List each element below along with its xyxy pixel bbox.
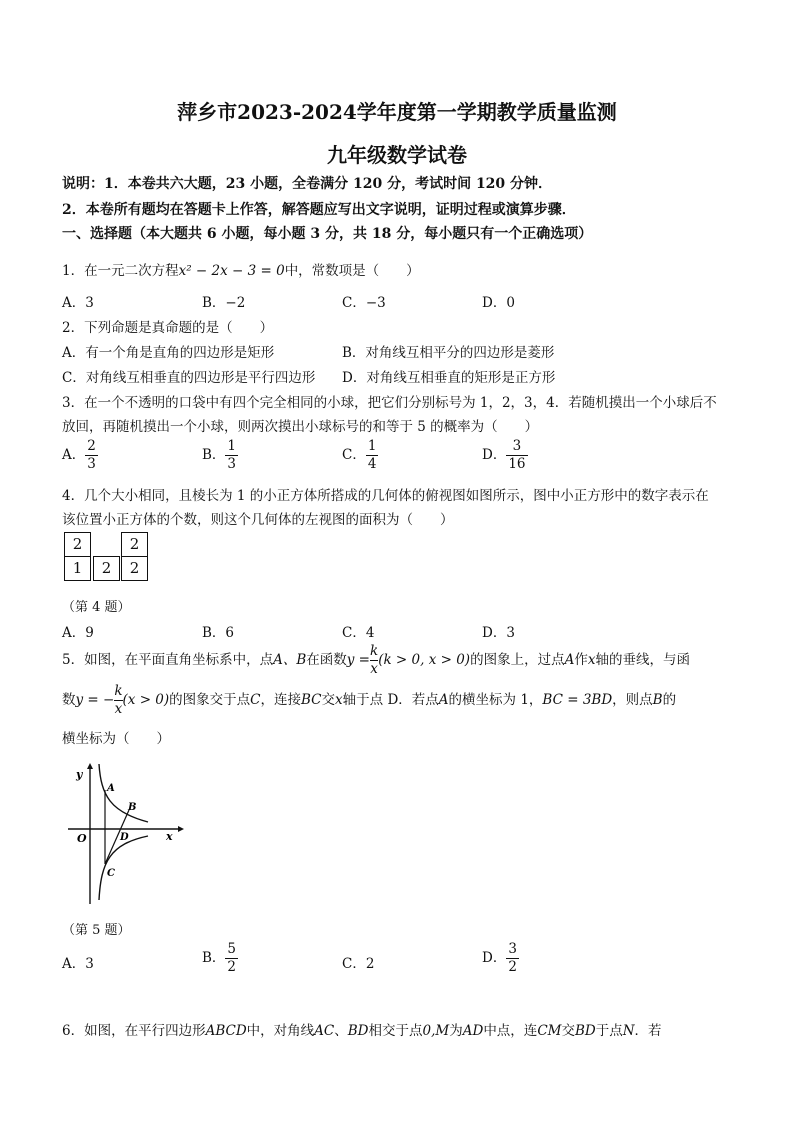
label-c: C bbox=[107, 868, 115, 879]
q5-func1-lhs: y = bbox=[346, 652, 370, 668]
q5-l1-h: 轴的垂线，与函 bbox=[595, 652, 690, 668]
q6-p: N bbox=[622, 1023, 635, 1039]
q5-l2-b: 的图象交于点 bbox=[169, 692, 251, 708]
q6-b: ABCD bbox=[205, 1023, 247, 1039]
label-x: x bbox=[166, 830, 173, 843]
q3-option-d-label: D． bbox=[482, 447, 507, 463]
q6-h: 0,M bbox=[422, 1023, 450, 1039]
q5-option-b-den: 2 bbox=[227, 959, 237, 975]
q3-option-b-label: B． bbox=[202, 447, 226, 463]
q5-l1-e: A bbox=[564, 652, 575, 668]
q6-j: AD bbox=[462, 1023, 484, 1039]
figure-4-caption: （第 4 题） bbox=[62, 600, 131, 615]
grid-cell-r2c2: 2 bbox=[93, 556, 120, 581]
q5-option-d bbox=[482, 941, 519, 976]
q5-option-b-num: 5 bbox=[227, 941, 237, 957]
q5-l2-i: A bbox=[438, 692, 449, 708]
q1-text-before: 1．在一元二次方程 bbox=[62, 263, 179, 279]
q5-func1-num: k bbox=[370, 643, 379, 659]
q5-option-d-label: D． bbox=[482, 950, 507, 966]
q5-l2-c: C bbox=[250, 692, 261, 708]
label-o: O bbox=[77, 832, 87, 845]
q5-l1-g: x bbox=[587, 652, 596, 668]
label-y: y bbox=[76, 768, 83, 781]
figure-5-graph bbox=[60, 760, 185, 908]
q6-n: BD bbox=[574, 1023, 596, 1039]
q6-l: CM bbox=[537, 1023, 562, 1039]
q2-option-d: D．对角线互相垂直的矩形是正方形 bbox=[342, 370, 556, 386]
q5-func1-cond: (k > 0, x > 0) bbox=[378, 652, 471, 668]
q5-option-a: A．3 bbox=[62, 956, 94, 972]
q6-g: 相交于点 bbox=[368, 1023, 423, 1039]
x-axis-arrow bbox=[178, 826, 184, 832]
q6-e: 、 bbox=[334, 1023, 348, 1039]
q6-c: 中，对角线 bbox=[246, 1023, 315, 1039]
q5-l2-n: 的 bbox=[662, 692, 677, 708]
q5-l2-a: 数 bbox=[62, 692, 76, 708]
q3-option-c-den: 4 bbox=[367, 456, 377, 472]
q5-l1-c: 在函数 bbox=[306, 652, 347, 668]
q3-option-a-label: A． bbox=[62, 447, 86, 463]
q3-option-a-num: 2 bbox=[87, 438, 96, 454]
q5-l2-g: x bbox=[335, 692, 343, 708]
q3-option-b-den: 3 bbox=[227, 456, 237, 472]
q2-option-b: B．对角线互相平分的四边形是菱形 bbox=[342, 345, 555, 361]
label-b: B bbox=[128, 802, 137, 813]
q6-f: BD bbox=[347, 1023, 369, 1039]
q5-func1-den: x bbox=[370, 661, 378, 677]
q6-o: 于点 bbox=[595, 1023, 623, 1039]
q5-l2-f: 交 bbox=[321, 692, 336, 708]
q3-option-c-num: 1 bbox=[367, 438, 377, 454]
q3-option-d bbox=[482, 438, 528, 473]
q4-option-d: D．3 bbox=[482, 625, 515, 641]
q1-option-a: A．3 bbox=[62, 295, 94, 311]
q3-option-b-num: 1 bbox=[227, 438, 237, 454]
q3-option-d-den: 16 bbox=[508, 456, 526, 472]
question-4-line-2: 该位置小正方体的个数，则这个几何体的左视图的面积为（ ） bbox=[62, 512, 454, 528]
q5-option-b bbox=[202, 941, 238, 976]
q5-l2-k: BC = 3BD bbox=[542, 692, 613, 708]
grid-cell-r2c1: 1 bbox=[64, 556, 91, 581]
q5-l2-j: 的横坐标为 1， bbox=[448, 692, 543, 708]
q3-option-d-num: 3 bbox=[506, 438, 527, 456]
q1-option-c: C．−3 bbox=[342, 295, 386, 311]
q6-a: 6．如图，在平行四边形 bbox=[62, 1023, 206, 1039]
q5-l1-b: A、B bbox=[273, 652, 307, 668]
q3-option-b bbox=[202, 438, 238, 473]
q5-func2-cond: (x > 0) bbox=[122, 692, 170, 708]
question-5-line-3: 横坐标为（ ） bbox=[62, 731, 170, 747]
q5-option-b-label: B． bbox=[202, 950, 226, 966]
q3-option-c-label: C． bbox=[342, 447, 366, 463]
figure-5-caption: （第 5 题） bbox=[62, 923, 131, 938]
q6-i: 为 bbox=[449, 1023, 463, 1039]
question-1-stem bbox=[62, 259, 420, 279]
q5-option-d-den: 2 bbox=[508, 959, 517, 975]
q2-option-c: C．对角线互相垂直的四边形是平行四边形 bbox=[62, 370, 316, 386]
label-a: A bbox=[107, 783, 115, 794]
page-subtitle: 九年级数学试卷 bbox=[327, 143, 467, 167]
question-2-stem: 2．下列命题是真命题的是（ ） bbox=[62, 320, 274, 336]
grid-cell-r1c1: 2 bbox=[64, 532, 91, 557]
q6-k: 中点，连 bbox=[483, 1023, 538, 1039]
grid-cell-r1c3: 2 bbox=[121, 532, 148, 557]
q1-text-after: 中，常数项是（ ） bbox=[284, 263, 420, 279]
q5-l2-m: B bbox=[652, 692, 663, 708]
q5-option-c: C．2 bbox=[342, 956, 375, 972]
q2-option-a: A．有一个角是直角的四边形是矩形 bbox=[62, 345, 275, 361]
q3-option-a-den: 3 bbox=[87, 456, 96, 472]
q1-option-b: B．−2 bbox=[202, 295, 246, 311]
label-d: D bbox=[120, 832, 129, 843]
q5-func2-num: k bbox=[114, 683, 123, 699]
q5-l1-d: 的图象上，过点 bbox=[470, 652, 565, 668]
q3-option-a bbox=[62, 438, 98, 473]
q6-d: AC bbox=[314, 1023, 335, 1039]
q6-q: ．若 bbox=[634, 1023, 662, 1039]
q5-func2-lhs: y = − bbox=[75, 692, 115, 708]
notes-line-2: 2．本卷所有题均在答题卡上作答，解答题应写出文字说明，证明过程或演算步骤． bbox=[62, 202, 576, 218]
q6-m: 交 bbox=[561, 1023, 575, 1039]
q5-l2-d: ，连接 bbox=[260, 692, 302, 708]
q4-option-b: B．6 bbox=[202, 625, 235, 641]
q1-equation: x² − 2x − 3 = 0 bbox=[178, 263, 285, 279]
grid-cell-r2c3: 2 bbox=[121, 556, 148, 581]
q3-option-c bbox=[342, 438, 378, 473]
page-title: 萍乡市2023-2024学年度第一学期教学质量监测 bbox=[177, 100, 617, 124]
y-axis-arrow bbox=[87, 763, 93, 769]
question-5-line-2 bbox=[62, 683, 676, 718]
q4-option-a: A．9 bbox=[62, 625, 94, 641]
question-6-line-1 bbox=[62, 1019, 662, 1039]
question-3-line-2: 放回，再随机摸出一个小球，则两次摸出小球标号的和等于 5 的概率为（ ） bbox=[62, 419, 539, 435]
question-5-line-1 bbox=[62, 643, 690, 678]
q5-l2-l: ，则点 bbox=[612, 692, 653, 708]
q1-option-d: D．0 bbox=[482, 295, 515, 311]
q5-l1-f: 作 bbox=[574, 652, 588, 668]
question-3-line-1: 3．在一个不透明的口袋中有四个完全相同的小球，把它们分别标号为 1，2，3，4．若随机摸出一个小球后不 bbox=[62, 395, 717, 411]
notes-line-1: 说明：1．本卷共六大题，23 小题，全卷满分 120 分，考试时间 120 分钟． bbox=[62, 176, 553, 192]
question-4-line-1: 4．几个大小相同，且棱长为 1 的小正方体所搭成的几何体的俯视图如图所示，图中小正方形中的数字表示在 bbox=[62, 488, 709, 504]
q5-l1-a: 5．如图，在平面直角坐标系中，点 bbox=[62, 652, 274, 668]
q5-func2-den: x bbox=[114, 701, 123, 717]
q5-l2-e: BC bbox=[301, 692, 322, 708]
section-1-heading: 一、选择题（本大题共 6 小题，每小题 3 分，共 18 分，每小题只有一个正确选项） bbox=[62, 226, 593, 242]
q4-option-c: C．4 bbox=[342, 625, 375, 641]
q5-option-d-num: 3 bbox=[508, 941, 517, 957]
q5-l2-h: 轴于点 D．若点 bbox=[342, 692, 439, 708]
